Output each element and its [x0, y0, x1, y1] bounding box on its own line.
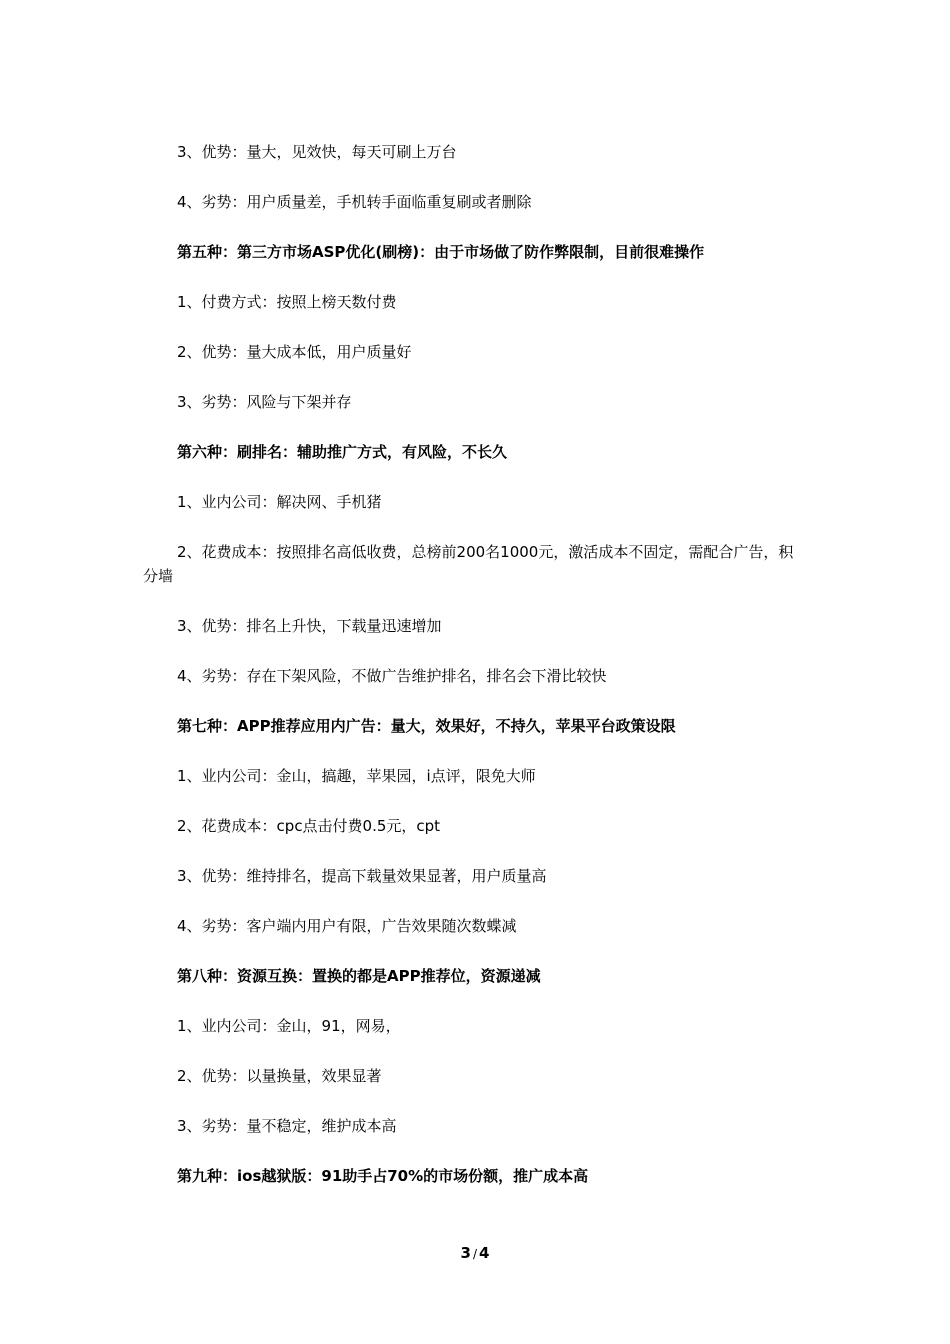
paragraph: 2、花费成本：按照排名高低收费，总榜前200名1000元，激活成本不固定，需配合广告，积分墙 [143, 543, 794, 585]
section-heading: 第七种：APP推荐应用内广告：量大，效果好，不持久，苹果平台政策设限 [177, 717, 676, 735]
paragraph: 1、业内公司：金山，91，网易， [177, 1017, 401, 1035]
paragraph: 2、花费成本：cpc点击付费0.5元，cpt [177, 817, 441, 835]
section-heading: 第八种：资源互换：置换的都是APP推荐位，资源递减 [177, 967, 541, 985]
paragraph: 4、劣势：用户质量差，手机转手面临重复刷或者删除 [177, 193, 532, 211]
paragraph: 2、优势：以量换量，效果显著 [177, 1067, 382, 1085]
paragraph: 4、劣势：客户端内用户有限，广告效果随次数蝶减 [177, 917, 517, 935]
paragraph: 1、付费方式：按照上榜天数付费 [177, 293, 397, 311]
paragraph: 3、劣势：量不稳定，维护成本高 [177, 1117, 397, 1135]
paragraph: 1、业内公司：金山，搞趣，苹果园，i点评，限免大师 [177, 767, 536, 785]
paragraph: 3、劣势：风险与下架并存 [177, 393, 352, 411]
paragraph: 3、优势：维持排名，提高下载量效果显著，用户质量高 [177, 867, 547, 885]
total-pages-number: 4 [479, 1244, 490, 1262]
section-heading: 第六种：刷排名：辅助推广方式，有风险，不长久 [177, 443, 508, 461]
paragraph: 3、优势：排名上升快，下载量迅速增加 [177, 617, 442, 635]
page-separator: / [472, 1247, 478, 1261]
paragraph: 1、业内公司：解决网、手机猪 [177, 493, 382, 511]
page-number [0, 1243, 950, 1264]
paragraph: 4、劣势：存在下架风险，不做广告维护排名，排名会下滑比较快 [177, 667, 607, 685]
paragraph: 3、优势：量大，见效快，每天可刷上万台 [177, 143, 457, 161]
document-body [143, 140, 803, 1214]
section-heading: 第五种：第三方市场ASP优化(刷榜)：由于市场做了防作弊限制，目前很难操作 [177, 243, 705, 261]
section-heading: 第九种：ios越狱版：91助手占70%的市场份额，推广成本高 [177, 1167, 589, 1185]
paragraph: 2、优势：量大成本低，用户质量好 [177, 343, 412, 361]
current-page-number: 3 [460, 1244, 471, 1262]
